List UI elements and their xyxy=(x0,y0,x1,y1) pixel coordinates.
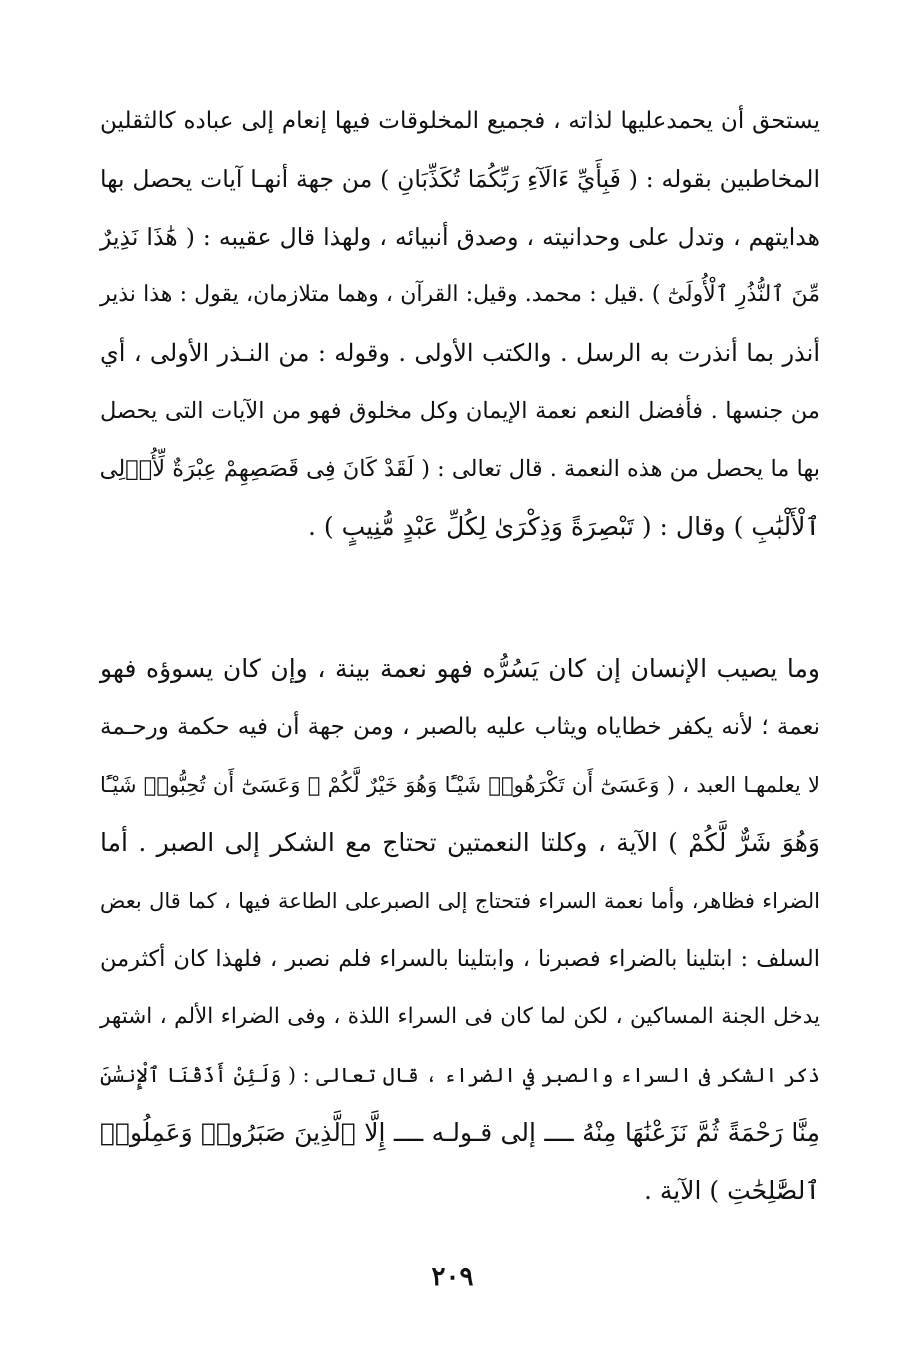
text-line: يدخل الجنة المساكين ، لكن لما كان فى السراء اللذة ، وفى الضراء الألم ، اشتهر xyxy=(100,1004,820,1029)
page-number: ٢٠٩ xyxy=(431,1262,474,1292)
text-line: المخاطبين بقوله : ( فَبِأَيِّ ءَالَآءِ رَبِّكُمَا تُكَذِّبَانِ ) من جهة أنهـا آيات يحصل بها xyxy=(100,165,820,193)
text-line: ذكر الشكر فى السراء والصبر في الضراء ، قال تعالى : ( وَلَئِنْ أَذَقْنَا ٱلْإِنسَٰنَ xyxy=(100,1063,820,1087)
text-line: من جنسها . فأفضل النعم نعمة الإيمان وكل مخلوق فهو من الآيات التى يحصل xyxy=(100,398,820,424)
text-line: أنذر بما أنذرت به الرسل . والكتب الأولى . وقوله : من النـذر الأولى ، أي xyxy=(100,339,820,367)
text-line: ٱلصَّٰلِحَٰتِ ) الآية . xyxy=(643,1176,820,1205)
text-line: مِّنَ ٱلنُّذُرِ ٱلْأُولَىٰٓ ) .قيل : محمد. وقيل: القرآن ، وهما متلازمان، يقول : هذا نذير xyxy=(100,282,821,307)
paragraph-2 xyxy=(100,640,820,1220)
text-line: الضراء فظاهر، وأما نعمة السراء فتحتاج إلى الصبرعلى الطاعة فيها ، كما قال بعض xyxy=(100,889,820,913)
text-line: نعمة ؛ لأنه يكفر خطاياه ويثاب عليه بالصبر ، ومن جهة أن فيه حكمة ورحـمة xyxy=(100,714,820,740)
paragraph-1 xyxy=(100,92,820,556)
text-line: هدايتهم ، وتدل على وحدانيته ، وصدق أنبيائه ، ولهذا قال عقيبه : ( هَٰذَا نَذِيرٌ xyxy=(100,223,820,251)
text-line: لا يعلمهـا العبد ، ( وَعَسَىٰٓ أَن تَكْرَهُوا۟ شَيْـًٔا وَهُوَ خَيْرٌ لَّكُمْ ۖ وَعَسَىٰٓ أَن تُحِبُّوا۟ شَيْـًٔا xyxy=(100,773,820,797)
text-line: السلف : ابتلينا بالضراء فصبرنا ، وابتلينا بالسراء فلم نصبر ، فلهذا كان أكثرمن xyxy=(100,946,820,972)
text-line: مِنَّا رَحْمَةً ثُمَّ نَزَعْنَٰهَا مِنْهُ ــــ إلى قـولـه ــــ إِلَّا ٱلَّذِينَ صَبَرُوا۟ وَعَمِلُوا۟ xyxy=(100,1118,820,1147)
text-line: ٱلْأَلْبَٰبِ ) وقال : ( تَبْصِرَةً وَذِكْرَىٰ لِكُلِّ عَبْدٍ مُّنِيبٍ ) . xyxy=(308,512,820,541)
text-line: يستحق أن يحمدعليها لذاته ، فجميع المخلوقات فيها إنعام إلى عباده كالثقلين xyxy=(100,108,820,134)
text-line: وما يصيب الإنسان إن كان يَسُرُّه فهو نعمة بينة ، وإن كان يسوؤه فهو xyxy=(100,654,820,683)
text-line: بها ما يحصل من هذه النعمة . قال تعالى : ( لَقَدْ كَانَ فِى قَصَصِهِمْ عِبْرَةٌ لِّأُو۟لِى xyxy=(99,456,820,482)
text-line: وَهُوَ شَرٌّ لَّكُمْ ) الآية ، وكلتا النعمتين تحتاج مع الشكر إلى الصبر . أما xyxy=(100,828,820,857)
